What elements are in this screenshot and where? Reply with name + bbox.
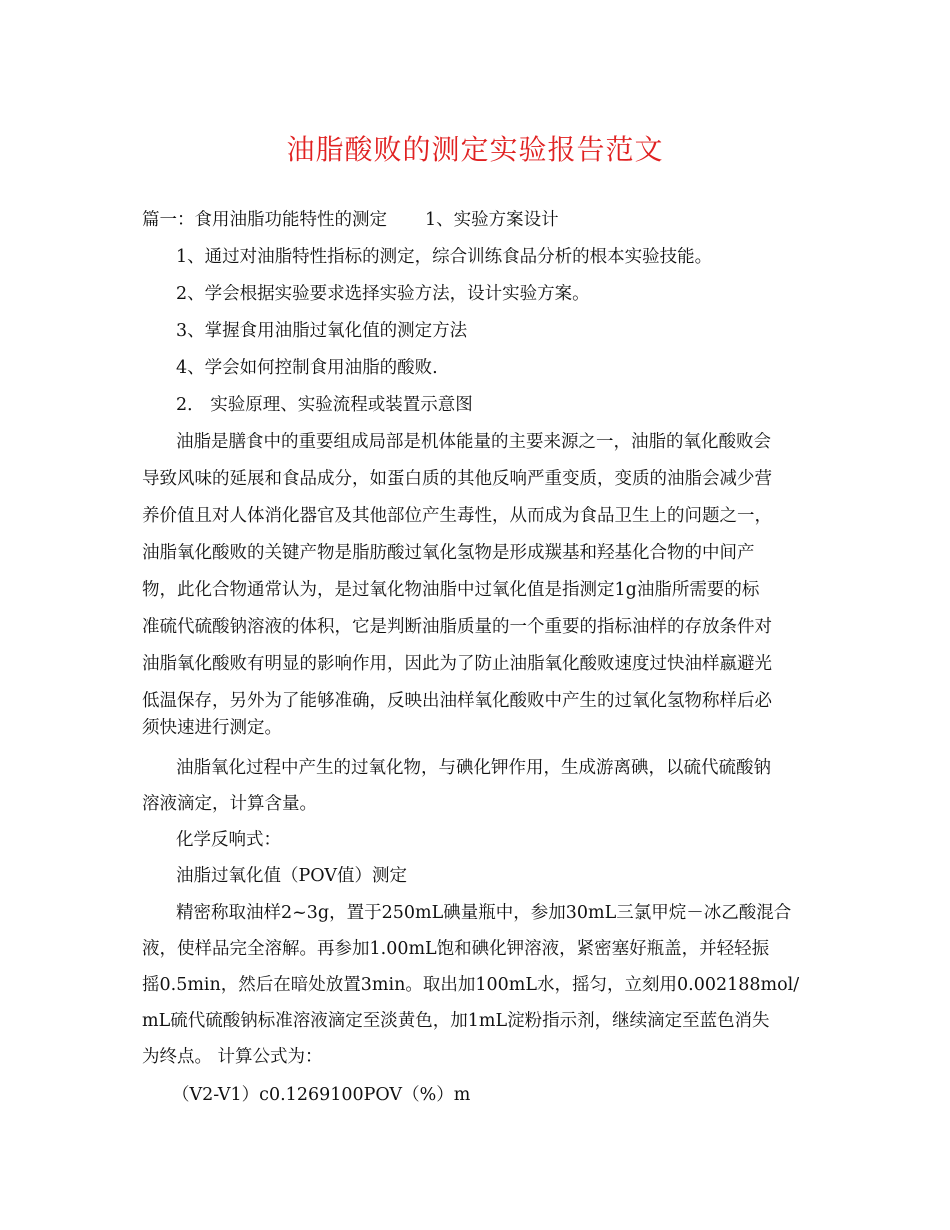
paragraph-line: 导致风味的延展和食品成分，如蛋白质的其他反响严重变质，变质的油脂会减少营 <box>142 469 772 489</box>
paragraph-line: mL硫代硫酸钠标准溶液滴定至淡黄色，加1mL淀粉指示剂，继续滴定至蓝色消失 <box>142 1011 770 1031</box>
pov-heading: 油脂过氧化值（POV值）测定 <box>176 866 407 886</box>
paragraph-line: 准硫代硫酸钠溶液的体积，它是判断油脂质量的一个重要的指标油样的存放条件对 <box>142 617 772 637</box>
reaction-label: 化学反响式： <box>176 830 281 850</box>
list-item: 3、掌握食用油脂过氧化值的测定方法 <box>176 321 468 341</box>
paragraph-line: 为终点。 计算公式为： <box>142 1047 323 1067</box>
paragraph-line: 低温保存，另外为了能够准确，反映出油样氧化酸败中产生的过氧化氢物称样后必 <box>142 691 772 711</box>
page-title: 油脂酸败的测定实验报告范文 <box>286 133 664 166</box>
paragraph-line: 油脂氧化过程中产生的过氧化物，与碘化钾作用，生成游离碘，以硫代硫酸钠 <box>176 758 771 778</box>
section-heading-left: 篇一：食用油脂功能特性的测定 <box>142 210 387 230</box>
paragraph-line: 精密称取油样2~3g，置于250mL碘量瓶中，参加30mL三氯甲烷－冰乙酸混合 <box>176 903 792 923</box>
paragraph-line: 液，使样品完全溶解。再参加1.00mL饱和碘化钾溶液，紧密塞好瓶盖，并轻轻振 <box>142 939 770 959</box>
section-heading <box>142 208 559 232</box>
paragraph-line: 溶液滴定，计算含量。 <box>142 794 317 814</box>
paragraph-line: 物，此化合物通常认为，是过氧化物油脂中过氧化值是指测定1g油脂所需要的标 <box>142 580 760 600</box>
section-heading-right: 1、实验方案设计 <box>425 210 559 230</box>
formula: （V2-V1）c0.1269100POV（%）m <box>172 1085 471 1105</box>
list-item: 1、通过对油脂特性指标的测定，综合训练食品分析的根本实验技能。 <box>176 247 713 267</box>
list-item: 4、学会如何控制食用油脂的酸败. <box>176 358 438 378</box>
list-item: 2． 实验原理、实验流程或装置示意图 <box>176 395 473 415</box>
paragraph-line: 须快速进行测定。 <box>142 718 282 738</box>
paragraph-line: 养价值且对人体消化器官及其他部位产生毒性，从而成为食品卫生上的问题之一， <box>142 506 772 526</box>
list-item: 2、学会根据实验要求选择实验方法，设计实验方案。 <box>176 284 590 304</box>
paragraph-line: 油脂氧化酸败的关键产物是脂肪酸过氧化氢物是形成羰基和羟基化合物的中间产 <box>142 543 755 563</box>
paragraph-line: 摇0.5min，然后在暗处放置3min。取出加100mL水，摇匀，立刻用0.002188mol/ <box>142 975 800 995</box>
paragraph-line: 油脂氧化酸败有明显的影响作用，因此为了防止油脂氧化酸败速度过快油样嬴避光 <box>142 654 772 674</box>
paragraph-line: 油脂是膳食中的重要组成局部是机体能量的主要来源之一，油脂的氧化酸败会 <box>176 432 771 452</box>
